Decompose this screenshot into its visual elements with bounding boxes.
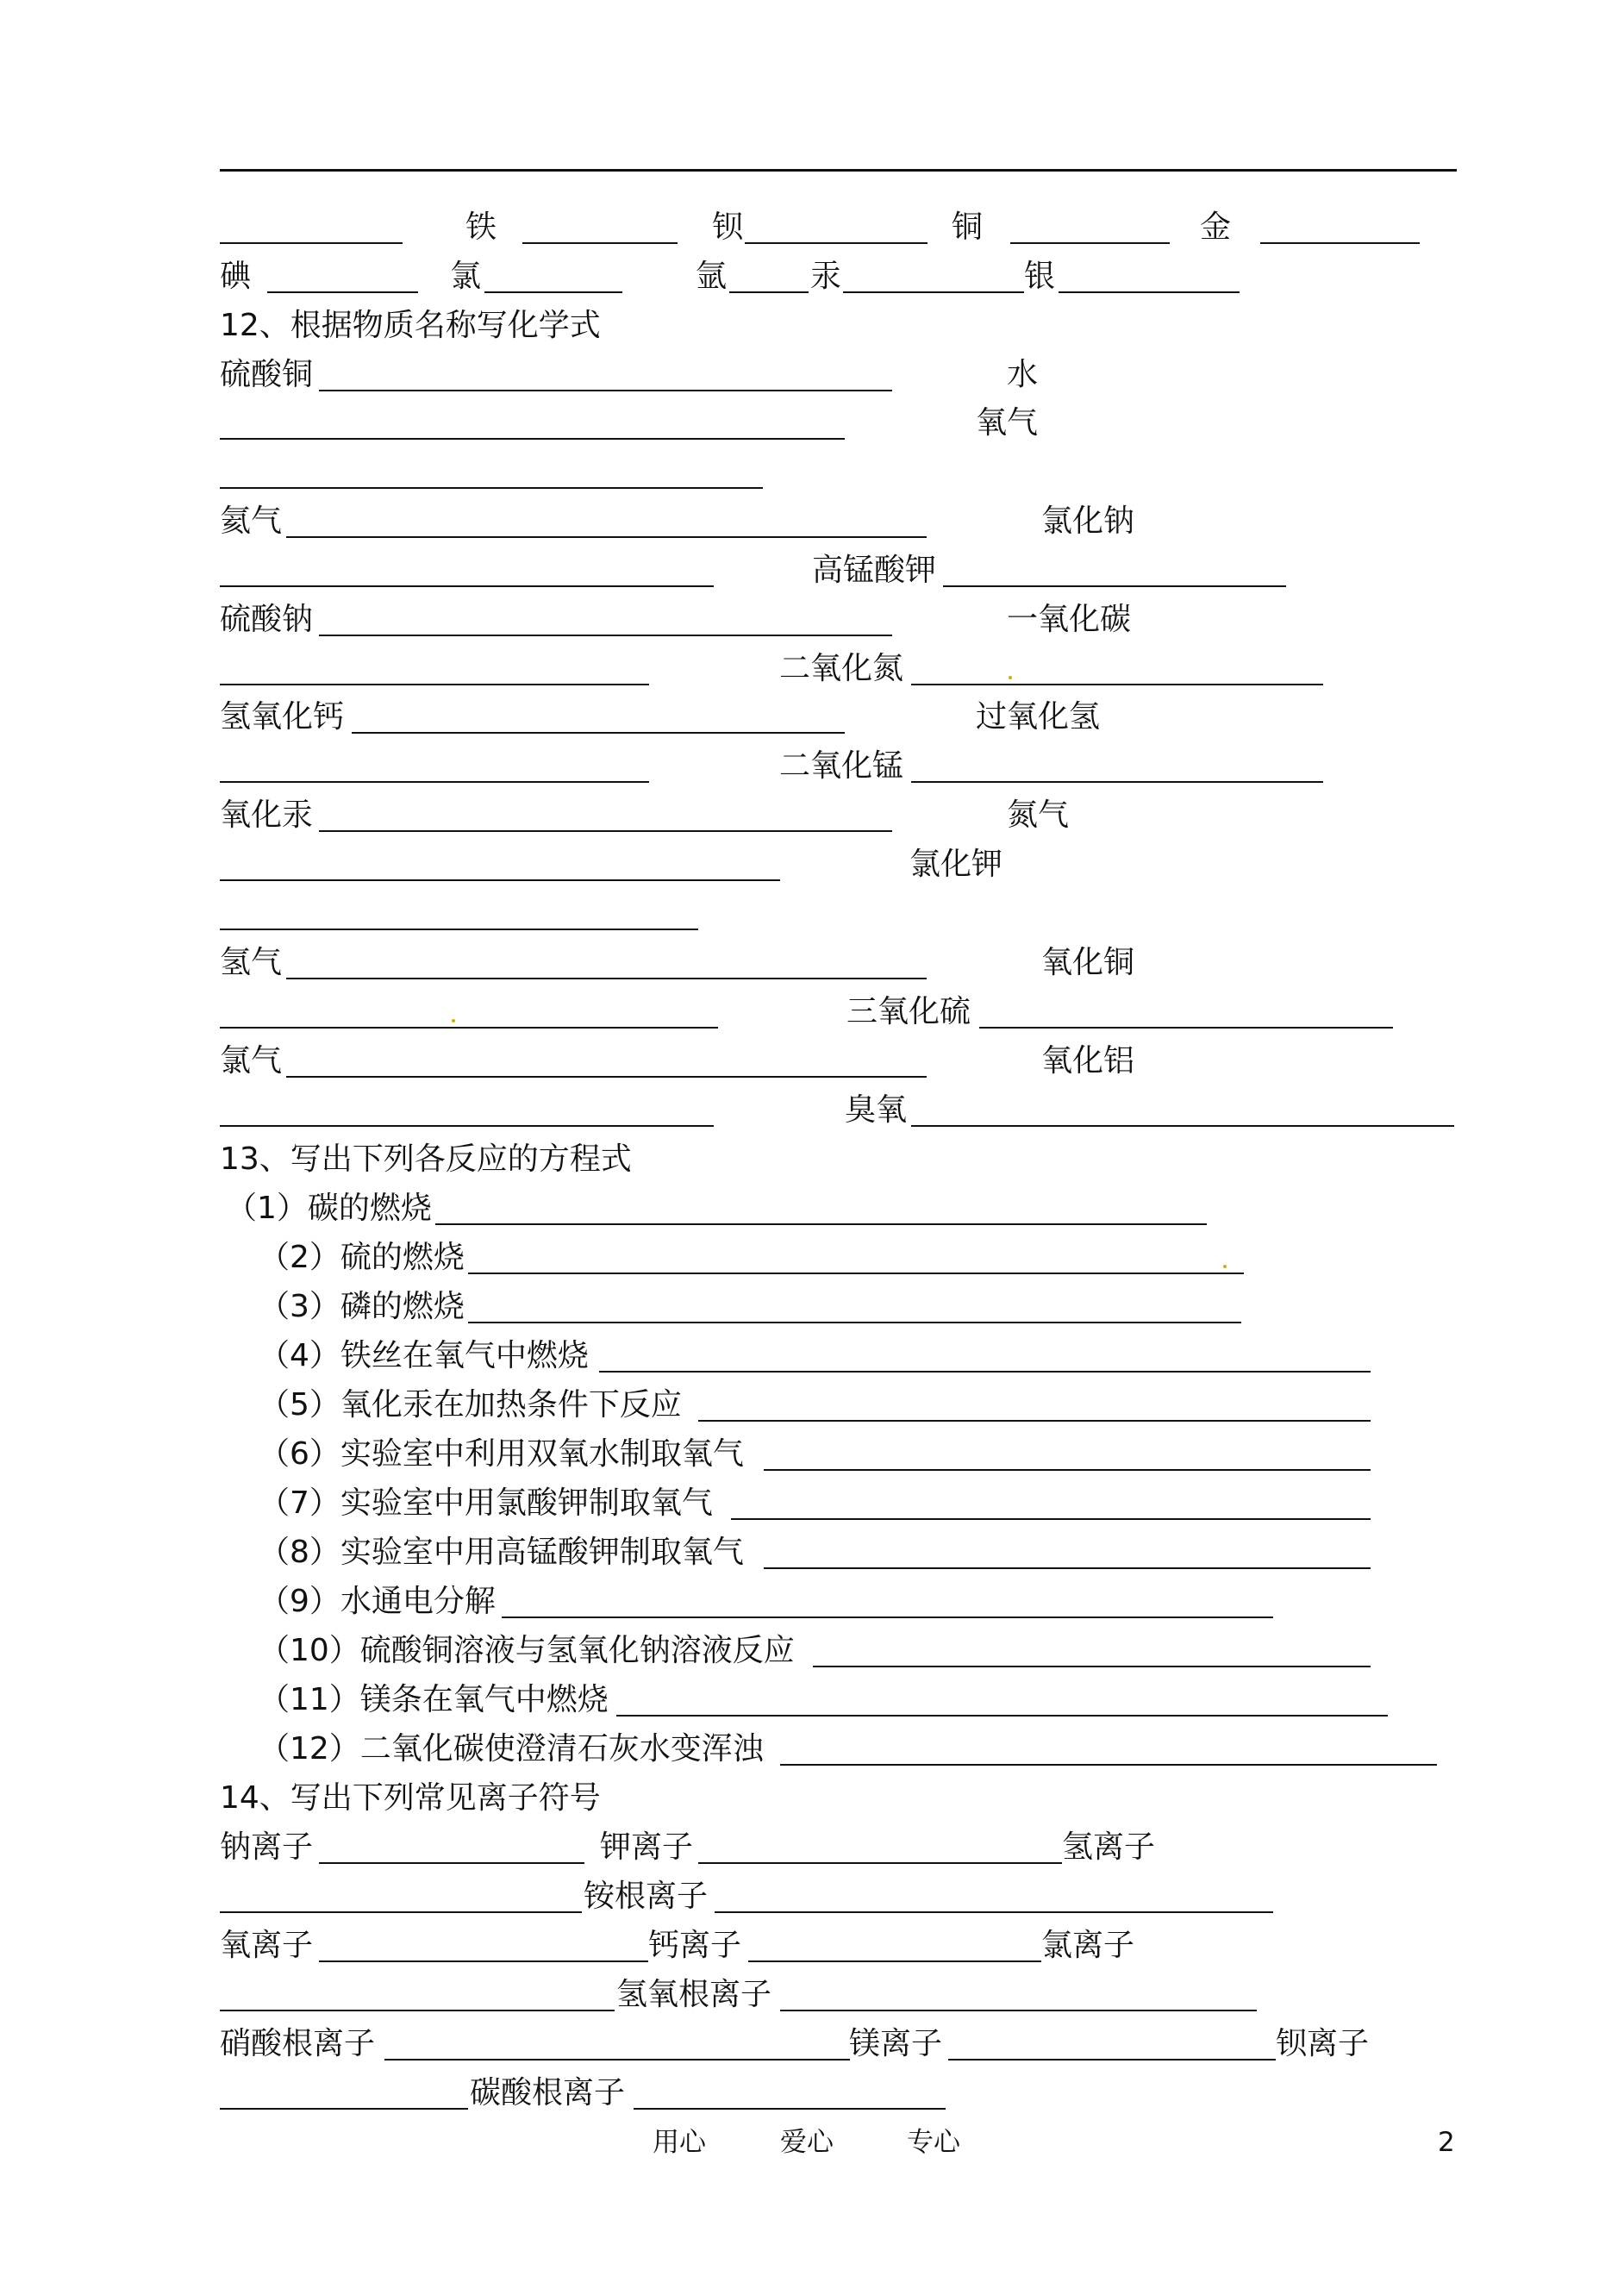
prompt-label: 钾离子 — [600, 1829, 694, 1865]
prompt-label: 碘 — [220, 259, 252, 294]
prompt-label: 高锰酸钾 — [812, 553, 937, 588]
prompt-label: 氧化铜 — [1041, 945, 1135, 980]
prompt-label: 过氧化氢 — [976, 699, 1101, 735]
answer-blank[interactable] — [319, 1862, 584, 1864]
prompt-label: 氮气 — [1007, 797, 1070, 833]
answer-blank[interactable] — [220, 1027, 718, 1029]
prompt-label: （10）硫酸铜溶液与氢氧化钠溶液反应 — [259, 1633, 795, 1668]
answer-blank[interactable] — [1260, 242, 1420, 244]
prompt-label: （11）镁条在氧气中燃烧 — [259, 1682, 609, 1717]
answer-blank[interactable] — [764, 1567, 1371, 1569]
prompt-label: 铵根离子 — [584, 1879, 709, 1914]
prompt-label: （2）硫的燃烧 — [259, 1240, 465, 1275]
prompt-label: 金 — [1200, 209, 1232, 245]
prompt-label: （12）二氧化碳使澄清石灰水变浑浊 — [259, 1731, 764, 1767]
answer-blank[interactable] — [286, 1076, 927, 1078]
answer-blank[interactable] — [948, 2059, 1276, 2060]
prompt-label: 二氧化锰 — [779, 748, 904, 784]
answer-blank[interactable] — [286, 978, 927, 979]
prompt-label: 臭氧 — [845, 1092, 908, 1128]
prompt-label: 氧气 — [976, 405, 1039, 441]
answer-blank[interactable] — [220, 1911, 582, 1913]
answer-blank[interactable] — [616, 1715, 1388, 1717]
section-14-title: 14、写出下列常见离子符号 — [220, 1780, 601, 1816]
answer-blank[interactable] — [220, 2010, 615, 2011]
answer-blank[interactable] — [843, 291, 1024, 293]
prompt-label: （7）实验室中用氯酸钾制取氧气 — [259, 1485, 713, 1521]
prompt-label: 氯化钠 — [1041, 503, 1135, 539]
prompt-label: 钡 — [712, 209, 744, 245]
stray-dot — [1009, 676, 1012, 679]
answer-blank[interactable] — [319, 1960, 648, 1962]
prompt-label: 氯化钾 — [909, 847, 1003, 882]
answer-blank[interactable] — [748, 1960, 1041, 1962]
prompt-label: 氧化铝 — [1041, 1043, 1135, 1079]
prompt-label: 氧化汞 — [220, 797, 314, 833]
prompt-label: 氩 — [696, 259, 728, 294]
answer-blank[interactable] — [911, 781, 1323, 783]
prompt-label: （8）实验室中用高锰酸钾制取氧气 — [259, 1535, 744, 1570]
prompt-label: 钙离子 — [648, 1928, 742, 1963]
answer-blank[interactable] — [698, 1862, 1062, 1864]
prompt-label: 铁 — [465, 209, 497, 245]
answer-blank[interactable] — [220, 684, 649, 685]
footer-motto-3: 专心 — [907, 2127, 960, 2158]
prompt-label: 氯气 — [220, 1043, 283, 1079]
prompt-label: 钠离子 — [220, 1829, 314, 1865]
answer-blank[interactable] — [698, 1420, 1371, 1422]
answer-blank[interactable] — [286, 536, 927, 538]
answer-blank[interactable] — [729, 291, 809, 293]
answer-blank[interactable] — [780, 1764, 1437, 1766]
prompt-label: 氢气 — [220, 945, 283, 980]
answer-blank[interactable] — [220, 781, 649, 783]
prompt-label: 铜 — [952, 209, 984, 245]
answer-blank[interactable] — [502, 1617, 1273, 1618]
prompt-label: 镁离子 — [849, 2026, 943, 2061]
page-number: 2 — [1438, 2127, 1455, 2158]
answer-blank[interactable] — [468, 1273, 1244, 1274]
answer-blank[interactable] — [484, 291, 622, 293]
prompt-label: 硝酸根离子 — [220, 2026, 376, 2061]
prompt-label: 氢氧化钙 — [220, 699, 345, 735]
answer-blank[interactable] — [715, 1911, 1273, 1913]
prompt-label: （9）水通电分解 — [259, 1584, 496, 1619]
answer-blank[interactable] — [384, 2059, 850, 2060]
answer-blank[interactable] — [352, 732, 845, 734]
answer-blank[interactable] — [319, 830, 892, 832]
answer-blank[interactable] — [813, 1666, 1371, 1667]
prompt-label: 钡离子 — [1276, 2026, 1370, 2061]
answer-blank[interactable] — [220, 2108, 468, 2110]
answer-blank[interactable] — [468, 1322, 1241, 1323]
prompt-label: 氦气 — [220, 503, 283, 539]
answer-blank[interactable] — [267, 291, 418, 293]
answer-blank[interactable] — [731, 1518, 1371, 1520]
answer-blank[interactable] — [911, 1125, 1454, 1127]
prompt-label: 二氧化氮 — [779, 651, 904, 686]
section-13-title: 13、写出下列各反应的方程式 — [220, 1141, 632, 1177]
prompt-label: 水 — [1007, 357, 1039, 392]
answer-blank[interactable] — [979, 1027, 1393, 1029]
answer-blank[interactable] — [522, 242, 678, 244]
prompt-label: 汞 — [810, 259, 842, 294]
prompt-label: （1）碳的燃烧 — [226, 1191, 432, 1226]
footer-motto-2: 爱心 — [780, 2127, 834, 2158]
prompt-label: （5）氧化汞在加热条件下反应 — [259, 1387, 682, 1423]
answer-blank[interactable] — [1010, 242, 1170, 244]
header-rule — [220, 169, 1457, 172]
answer-blank[interactable] — [319, 635, 892, 636]
answer-blank[interactable] — [943, 585, 1286, 587]
prompt-label: 氯离子 — [1041, 1928, 1135, 1963]
answer-blank[interactable] — [220, 585, 714, 587]
answer-blank[interactable] — [745, 242, 928, 244]
answer-blank[interactable] — [599, 1371, 1371, 1373]
prompt-label: （3）磷的燃烧 — [259, 1289, 465, 1324]
prompt-label: 硫酸钠 — [220, 602, 314, 637]
stray-dot — [452, 1019, 455, 1022]
section-12-title: 12、根据物质名称写化学式 — [220, 308, 601, 343]
answer-blank[interactable] — [220, 929, 698, 930]
prompt-label: 一氧化碳 — [1007, 602, 1132, 637]
prompt-label: 氧离子 — [220, 1928, 314, 1963]
answer-blank[interactable] — [911, 684, 1323, 685]
prompt-label: 三氧化硫 — [846, 994, 971, 1029]
prompt-label: 硫酸铜 — [220, 357, 314, 392]
prompt-label: 碳酸根离子 — [470, 2075, 626, 2111]
answer-blank[interactable] — [220, 242, 403, 244]
answer-blank[interactable] — [319, 390, 892, 391]
answer-blank[interactable] — [220, 879, 780, 881]
answer-blank[interactable] — [220, 487, 763, 489]
stray-dot — [1223, 1265, 1227, 1268]
footer-motto-1: 用心 — [653, 2127, 706, 2158]
prompt-label: 氯 — [450, 259, 482, 294]
prompt-label: 氢氧根离子 — [616, 1977, 772, 2012]
prompt-label: （6）实验室中利用双氧水制取氧气 — [259, 1436, 744, 1472]
prompt-label: 银 — [1024, 259, 1056, 294]
answer-blank[interactable] — [764, 1469, 1371, 1471]
prompt-label: （4）铁丝在氧气中燃烧 — [259, 1338, 589, 1373]
answer-blank[interactable] — [1059, 291, 1240, 293]
answer-blank[interactable] — [780, 2010, 1257, 2011]
answer-blank[interactable] — [634, 2108, 946, 2110]
answer-blank[interactable] — [220, 438, 845, 440]
answer-blank[interactable] — [435, 1223, 1207, 1225]
answer-blank[interactable] — [220, 1125, 714, 1127]
prompt-label: 氢离子 — [1062, 1829, 1156, 1865]
